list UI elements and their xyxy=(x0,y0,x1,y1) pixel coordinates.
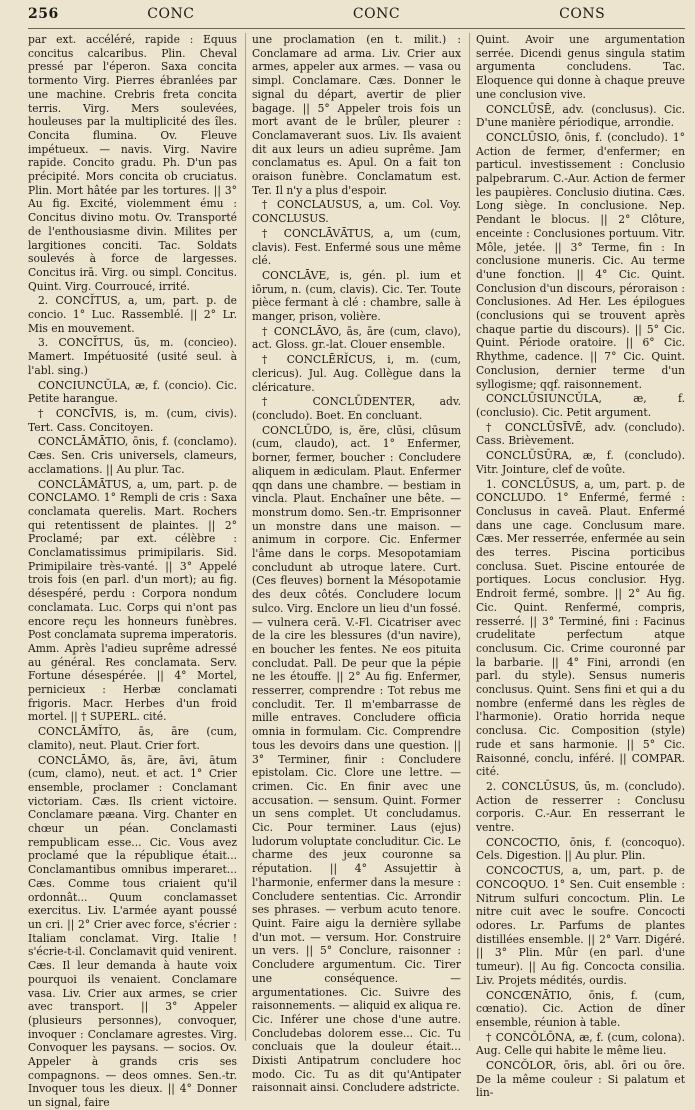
dictionary-entry: CONCLĀMĬTO, ās, āre (cum, clamito), neut. Plaut. Crier fort. xyxy=(28,725,237,752)
dictionary-entry: † CONCĪVIS, is, m. (cum, civis). Tert. Cass. Concitoyen. xyxy=(28,406,237,434)
dictionary-entry: CONCLĀMĀTUS, a, um, part. p. de CONCLAMO. 1° Rempli de cris : Saxa conclamata querelis. Mart. Rochers qui retentissent de plaintes. || 2° Proclamé; par ext. célèbre : Conclamatissimus primipilaris. Sid. Primipilaire très-vanté. || 3° Appelé trois fois (en parl. d'un mort); au fig. désespéré, perdu : Corpora nondum conclamata. Luc. Corps qui n'ont pas encore reçu les honneurs funèbres. Post conclamata suprema imperatoris. Amm. Après l'adieu suprême adressé au général. Res conclamata. Serv. Fortune désespérée. || 4° Mortel, pernicieux : Herbæ conclamati frigoris. Macr. Herbes d'un froid mortel. || † SUPERL. cité. xyxy=(28,477,237,724)
dictionary-entry: CONCŒNĀTIO, ōnis, f. (cum, cœnatio). Cic. Action de dîner ensemble, réunion à table. xyxy=(476,988,685,1029)
guide-word-right: CONS xyxy=(559,6,606,22)
dictionary-entry: 2. CONCLŪSUS, ūs, m. (concludo). Action de resserrer : Conclusu corporis. C.-Aur. En resserrant le ventre. xyxy=(476,779,685,835)
dictionary-entry: par ext. accéléré, rapide : Equus concitus calcaribus. Plin. Cheval pressé par l'éperon. Saxa concita tormento Virg. Pierres ébranlées par une machine. Crebris freta concita terris. Virg. Mers soulevées, houleuses par la multiplicité des îles. Concita flumina. Ov. Fleuve impétueux. — navis. Virg. Navire rapide. Concito gradu. Ph. D'un pas précipité. Mors concita ob cruciatus. Plin. Mort hâtée par les tortures. || 3° Au fig. Excité, violemment ému : Concitus divino motu. Ov. Transporté de l'enthousiasme divin. Milites per largitiones conciti. Tac. Soldats soulevés à force de largesses. Concitus irā. Virg. ou simpl. Concitus. Quint. Virg. Courroucé, irrité. xyxy=(28,33,237,293)
dictionary-entry: une proclamation (en t. milit.) : Conclamare ad arma. Liv. Crier aux armes, appeler aux armes. — vasa ou simpl. Conclamare. Cæs. Donner le signal du départ, avertir de plier bagage. || 5° Appeler trois fois un mort avant de le brûler, pleurer : Conclamaverant suos. Liv. Ils avaient dit aux leurs un adieu suprême. Jam conclamatus es. Apul. On a fait ton oraison funèbre. Conclamatum est. Ter. Il n'y a plus d'espoir. xyxy=(252,33,461,197)
dictionary-entry: CONCLŪSIUNCŬLA, æ, f. (conclusio). Cic. Petit argument. xyxy=(476,392,685,419)
dictionary-entry: † CONCLĀVO, ās, āre (cum, clavo), act. Gloss. gr.-lat. Clouer ensemble. xyxy=(252,324,461,352)
dictionary-entry: CONCIUNCŬLA, æ, f. (concio). Cic. Petite harangue. xyxy=(28,378,237,406)
column-left xyxy=(28,33,237,1110)
dictionary-entry: CONCLŪSĒ, adv. (conclusus). Cic. D'une manière périodique, arrondie. xyxy=(476,102,685,130)
dictionary-entry: Quint. Avoir une argumentation serrée. Dicendi genus singula statim argumenta concludens. Tac. Eloquence qui donne à chaque preuve une conclusion vive. xyxy=(476,33,685,101)
dictionary-entry: CONCŎLOR, ōris, abl. ōri ou ōre. De la même couleur : Si palatum et lin- xyxy=(476,1059,685,1100)
column-middle xyxy=(245,33,461,1095)
dictionary-entry: CONCLĀMĀTIO, ōnis, f. (conclamo). Cæs. Sen. Cris universels, clameurs, acclamations. || Au plur. Tac. xyxy=(28,435,237,476)
dictionary-entry: CONCLŪSIO, ōnis, f. (concludo). 1° Action de fermer, d'enfermer; en particul. investissement : Conclusio palpebrarum. C.-Aur. Action de fermer les paupières. Conclusio diutina. Cæs. Long siège. In conclusione. Nep. Pendant le blocus. || 2° Clôture, enceinte : Conclusiones portuum. Vitr. Môle, jetée. || 3° Terme, fin : In conclusione muneris. Cic. Au terme d'une fonction. || 4° Cic. Quint. Conclusion d'un discours, péroraison : Conclusiones. Ad Her. Les épilogues (conclusions qui se trouvent après chaque partie du discours). || 5° Cic. Quint. Période oratoire. || 6° Cic. Rhythme, cadence. || 7° Cic. Quint. Conclusion, dernier terme d'un syllogisme; qqf. raisonnement. xyxy=(476,130,685,391)
dictionary-entry: CONCLĀMO, ās, āre, āvi, ātum (cum, clamo), neut. et act. 1° Crier ensemble, proclamer : Conclamant victoriam. Cæs. Ils crient victoire. Conclamare pæana. Virg. Chanter en chœur un péan. Conclamasti rempublicam esse... Cic. Vous avez proclamé que la république était... Conclamantibus omnibus imperaret... Cæs. Comme tous criaient qu'il ordonnât... Quum conclamasset exercitus. Liv. L'armée ayant poussé un cri. || 2° Crier avec force, s'écrier : Italiam conclamat. Virg. Italie ! s'écrie-t-il. Conclamavit quid venirent. Cæs. Il leur demanda à haute voix pourquoi ils venaient. Conclamare vasa. Liv. Crier aux armes, se crier avec transport. || 3° Appeler (plusieurs personnes), convoquer, invoquer : Conclamare agrestes. Virg. Convoquer les paysans. — socios. Ov. Appeler à grands cris ses compagnons. — deos omnes. Sen.-tr. Invoquer tous les dieux. || 4° Donner un signal, faire xyxy=(28,753,237,1110)
guide-word-center: CONC xyxy=(352,6,401,22)
dictionary-entry: † CONCŎLŌNA, æ, f. (cum, colona). Aug. Celle qui habite le même lieu. xyxy=(476,1030,685,1058)
entry-columns xyxy=(28,33,685,1110)
dictionary-entry: 3. CONCĬTUS, ūs, m. (concieo). Mamert. Impétuosité (usité seul. à l'abl. sing.) xyxy=(28,336,237,377)
dictionary-entry: † CONCLAUSUS, a, um. Col. Voy. CONCLUSUS. xyxy=(252,198,461,226)
dictionary-entry: CONCLŪSŪRA, æ, f. (concludo). Vitr. Jointure, clef de voûte. xyxy=(476,449,685,476)
dictionary-entry: CONCOCTUS, a, um, part. p. de CONCOQUO. 1° Sen. Cuit ensemble : Nitrum sulfuri concoctum. Plin. Le nitre cuit avec le soufre. Concocti odores. Lr. Parfums de plantes distillées ensemble. || 2° Varr. Digéré. || 3° Plin. Mûr (en parl. d'une tumeur). || Au fig. Concocta consilia. Liv. Projets médités, ourdis. xyxy=(476,864,685,987)
dictionary-entry: † CONCLĀVĀTUS, a, um (cum, clavis). Fest. Enfermé sous une même clé. xyxy=(252,226,461,268)
dictionary-entry: † CONCLŪDENTER, adv. (concludo). Boet. En concluant. xyxy=(252,395,461,422)
dictionary-entry: CONCLĀVE, is, gén. pl. ium et iōrum, n. (cum, clavis). Cic. Ter. Toute pièce fermant à clé : chambre, salle à manger, prison, volière. xyxy=(252,268,461,324)
dictionary-entry: 1. CONCLŪSUS, a, um, part. p. de CONCLUDO. 1° Enfermé, fermé : Conclusus in caveā. Plaut. Enfermé dans une cage. Conclusum mare. Cæs. Mer resserrée, enfermée au sein des terres. Piscina porticibus conclusa. Suet. Piscine entourée de portiques. Locus conclusior. Hyg. Endroit fermé, sombre. || 2° Au fig. Cic. Quint. Renfermé, compris, resserré. || 3° Terminé, fini : Facinus crudelitate perfectum atque conclusum. Cic. Crime couronné par la barbarie. || 4° Fini, arrondi (en parl. du style). Sensus numeris conclusus. Quint. Sens fini et qui a du nombre (enfermé dans les règles de l'harmonie). Oratio horrida neque conclusa. Cic. Composition (style) rude et sans harmonie. || 5° Cic. Raisonné, conclu, inféré. || COMPAR. cité. xyxy=(476,477,685,779)
page-header xyxy=(28,6,685,29)
page-number: 256 xyxy=(28,6,59,22)
dictionary-entry: † CONCLĒRĬCUS, i, m. (cum, clericus). Jul. Aug. Collègue dans la cléricature. xyxy=(252,353,461,394)
guide-word-left: CONC xyxy=(147,6,195,22)
dictionary-entry: † CONCLŪSĪVĒ, adv. (concludo). Cass. Brièvement. xyxy=(476,420,685,448)
column-right xyxy=(469,33,685,1100)
dictionary-entry: 2. CONCĬTUS, a, um, part. p. de concio. 1° Luc. Rassemblé. || 2° Lr. Mis en mouvement. xyxy=(28,294,237,335)
dictionary-entry: CONCOCTIO, ōnis, f. (concoquo). Cels. Digestion. || Au plur. Plin. xyxy=(476,835,685,863)
dictionary-entry: CONCLŪDO, is, ĕre, clūsi, clūsum (cum, claudo), act. 1° Enfermer, borner, fermer, boucher : Concludere aliquem in ædiculam. Plaut. Enfermer qqn dans une chambre. — bestiam in vincla. Plaut. Enchaîner une bête. — monstrum domo. Sen.-tr. Emprisonner un monstre dans une maison. — animum in corpore. Cic. Enfermer l'âme dans le corps. Mesopotamiam concludunt ab utroque latere. Curt. (Ces fleuves) bornent la Mésopotamie des deux côtés. Concludere locum sulco. Virg. Enclore un lieu d'un fossé. — vulnera cerā. V.-Fl. Cicatriser avec de la cire les blessures (d'un navire), en boucher les fentes. Ne eos pituita concludat. Pall. De peur que la pépie ne les étouffe. || 2° Au fig. Enfermer, resserrer, comprendre : Tot rebus me concludit. Ter. Il m'embarrasse de mille entraves. Concludere officia omnia in formulam. Cic. Comprendre tous les devoirs dans une question. || 3° Terminer, finir : Concludere epistolam. Cic. Clore une lettre. — crimen. Cic. En finir avec une accusation. — sensum. Quint. Former un sens complet. Ut concludamus. Cic. Pour terminer. Laus (ejus) ludorum voluptate concluditur. Cic. Le charme des jeux couronne sa réputation. || 4° Assujettir à l'harmonie, enfermer dans la mesure : Concludere sententias. Cic. Arrondir ses phrases. — verbum acuto tenore. Quint. Faire aigu la dernière syllabe d'un mot. — versum. Hor. Construire un vers. || 5° Conclure, raisonner : Concludere argumentum. Cic. Tirer une conséquence. — argumentationes. Cic. Suivre des raisonnements. — aliquid ex aliqua re. Cic. Inférer une chose d'une autre. Concludebas dolorem esse... Cic. Tu concluais que la douleur était... Dixisti Antipatrum concludere hoc modo. Cic. Tu as dit qu'Antipater raisonnait ainsi. Concludere adstricte. xyxy=(252,423,461,1095)
